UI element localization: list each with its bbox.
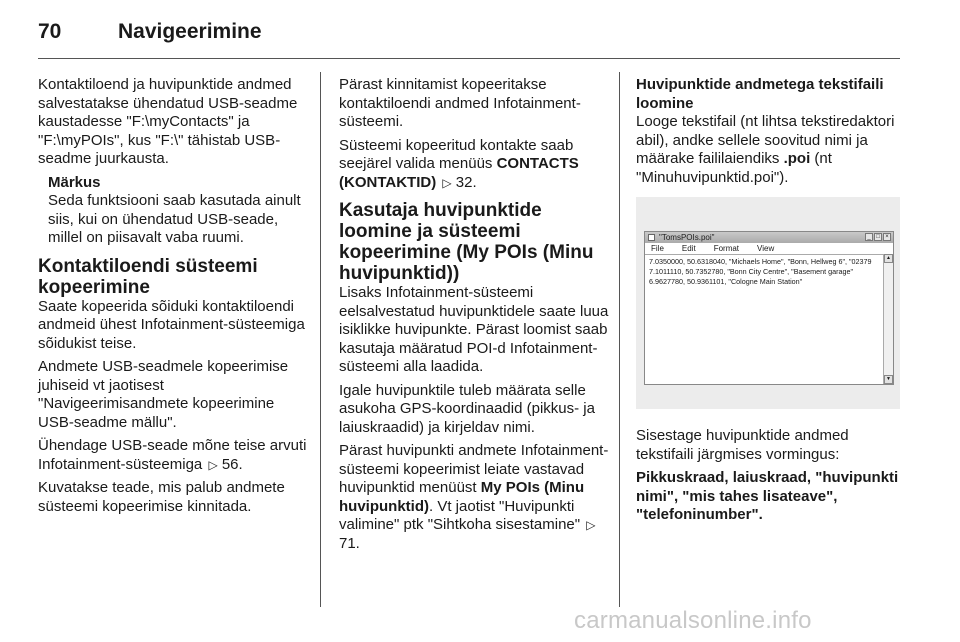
section-heading: Kontaktiloendi süsteemi kopeerimine xyxy=(38,255,258,298)
column-divider-2 xyxy=(619,72,620,607)
watermark: carmanualsonline.info xyxy=(574,607,812,634)
editor-content xyxy=(645,255,893,287)
section-heading: Kasutaja huvipunktide loomine ja süsteemi kopeerimine (My POIs (Minu huvipunktid)) xyxy=(339,200,594,284)
column-divider-1 xyxy=(320,72,321,607)
menu-name: CONTACTS (KONTAKTID) xyxy=(339,155,579,191)
paragraph xyxy=(636,469,900,525)
paragraph: Ühendage USB-seade mõne teise arvuti Infotainment-süsteemiga ▷ 56. xyxy=(38,437,307,473)
page-ref[interactable]: 56. xyxy=(221,455,243,473)
paragraph: Pärast kinnitamist kopeeritakse kontaktiloendi andmed Infotainment-süsteemi. xyxy=(339,76,581,130)
column-2 xyxy=(339,76,609,558)
paragraph: Looge tekstifail (nt lihtsa tekstiredaktori abil), andke sellele soovitud nimi ja määrake faililaiendiks .poi (nt "Minuhuvipunktid.poi"). xyxy=(636,113,895,186)
menu-view: View xyxy=(757,244,775,253)
text-editor-figure xyxy=(636,197,900,409)
scroll-up-icon: ▲ xyxy=(884,254,893,263)
column-1 xyxy=(38,76,310,521)
paragraph: Süsteemi kopeeritud kontakte saab seejärel valida menüüs CONTACTS (KONTAKTID) ▷ 32. xyxy=(339,136,579,191)
window-titlebar xyxy=(645,232,893,243)
poi-line: 7.1011110, 50.7352780, "Bonn City Centre", "Basement garage" xyxy=(649,267,854,276)
column-3 xyxy=(636,76,900,530)
page-ref-icon: ▷ xyxy=(442,175,452,190)
note-text: Seda funktsiooni saab kasutada ainult siis, kui on ühendatud USB-seade, millel on piisavalt vaba ruumi. xyxy=(48,192,301,246)
page-ref-icon: ▷ xyxy=(208,457,218,472)
paragraph: Kuvatakse teade, mis palub andmete süsteemi kopeerimise kinnitada. xyxy=(38,479,285,515)
window-title: "TomsPOIs.poi" xyxy=(659,233,715,242)
page-number: 70 xyxy=(38,20,62,43)
editor-scrollbar xyxy=(883,254,893,384)
scroll-down-icon: ▼ xyxy=(884,375,893,384)
page-ref[interactable]: 71. xyxy=(339,534,360,552)
document-icon xyxy=(648,234,655,241)
paragraph: Pärast huvipunkti andmete Infotainment-süsteemi kopeerimist leiate vastavad huvipunktid menüüst My POIs (Minu huvipunktid). Vt jaotist "Huvipunkti valimine" ptk "Sihtkoha sisestamine" ▷ 71. xyxy=(339,442,609,552)
editor-window xyxy=(644,231,894,385)
maximize-icon: □ xyxy=(874,233,882,241)
paragraph: Sisestage huvipunktide andmed tekstifaili järgmises vormingus: xyxy=(636,427,849,463)
poi-line: 6.9627780, 50.9361101, "Cologne Main Station" xyxy=(649,277,803,286)
paragraph: Andmete USB-seadmele kopeerimise juhiseid vt jaotisest "Navigeerimisandmete kopeerimine USB-seadme mällu". xyxy=(38,358,289,431)
page-header xyxy=(38,20,898,48)
chapter-title: Navigeerimine xyxy=(118,20,262,43)
paragraph: Lisaks Infotainment-süsteemi eelsalvestatud huvipunktidele saate luua isiklikke huvipunkte. Pärast loomist saab kasutaja määratud POI-d Infotainment-süsteemi alla laadida. xyxy=(339,284,609,375)
paragraph: Saate kopeerida sõiduki kontaktiloendi andmeid ühest Infotainment-süsteemiga sõidukist teise. xyxy=(38,297,305,352)
menu-name: My POIs (Minu huvipunktid) xyxy=(339,479,585,515)
editor-menubar xyxy=(645,243,893,255)
window-controls xyxy=(865,233,891,241)
header-rule xyxy=(38,58,900,59)
paragraph: Igale huvipunktile tuleb määrata selle asukoha GPS-koordinaadid (pikkus- ja laiuskraadid) ja kirjeldav nimi. xyxy=(339,381,595,436)
page-ref[interactable]: 32. xyxy=(455,173,477,191)
file-extension: .poi xyxy=(783,150,811,167)
close-icon: × xyxy=(883,233,891,241)
menu-file: File xyxy=(651,244,664,253)
menu-format: Format xyxy=(713,244,740,253)
page-ref-icon: ▷ xyxy=(586,518,596,532)
menu-edit: Edit xyxy=(681,244,696,253)
poi-line: 7.0350000, 50.6318040, "Michaels Home", "Bonn, Hellweg 6", "02379 xyxy=(649,257,872,266)
note-title: Märkus xyxy=(48,173,101,191)
subsection-heading: Huvipunktide andmetega tekstifaili loomine xyxy=(636,76,884,112)
minimize-icon: _ xyxy=(865,233,873,241)
note-box xyxy=(48,174,310,248)
paragraph: Kontaktiloend ja huvipunktide andmed salvestatakse ühendatud USB-seadme kaustadesse "F:\myContacts" ja "F:\myPOIs", kus "F:\" tähistab USB-seadme juurkausta. xyxy=(38,76,298,167)
format-spec: Pikkuskraad, laiuskraad, "huvipunkti nimi", "mis tahes lisateave", "telefoninumber". xyxy=(636,469,899,523)
